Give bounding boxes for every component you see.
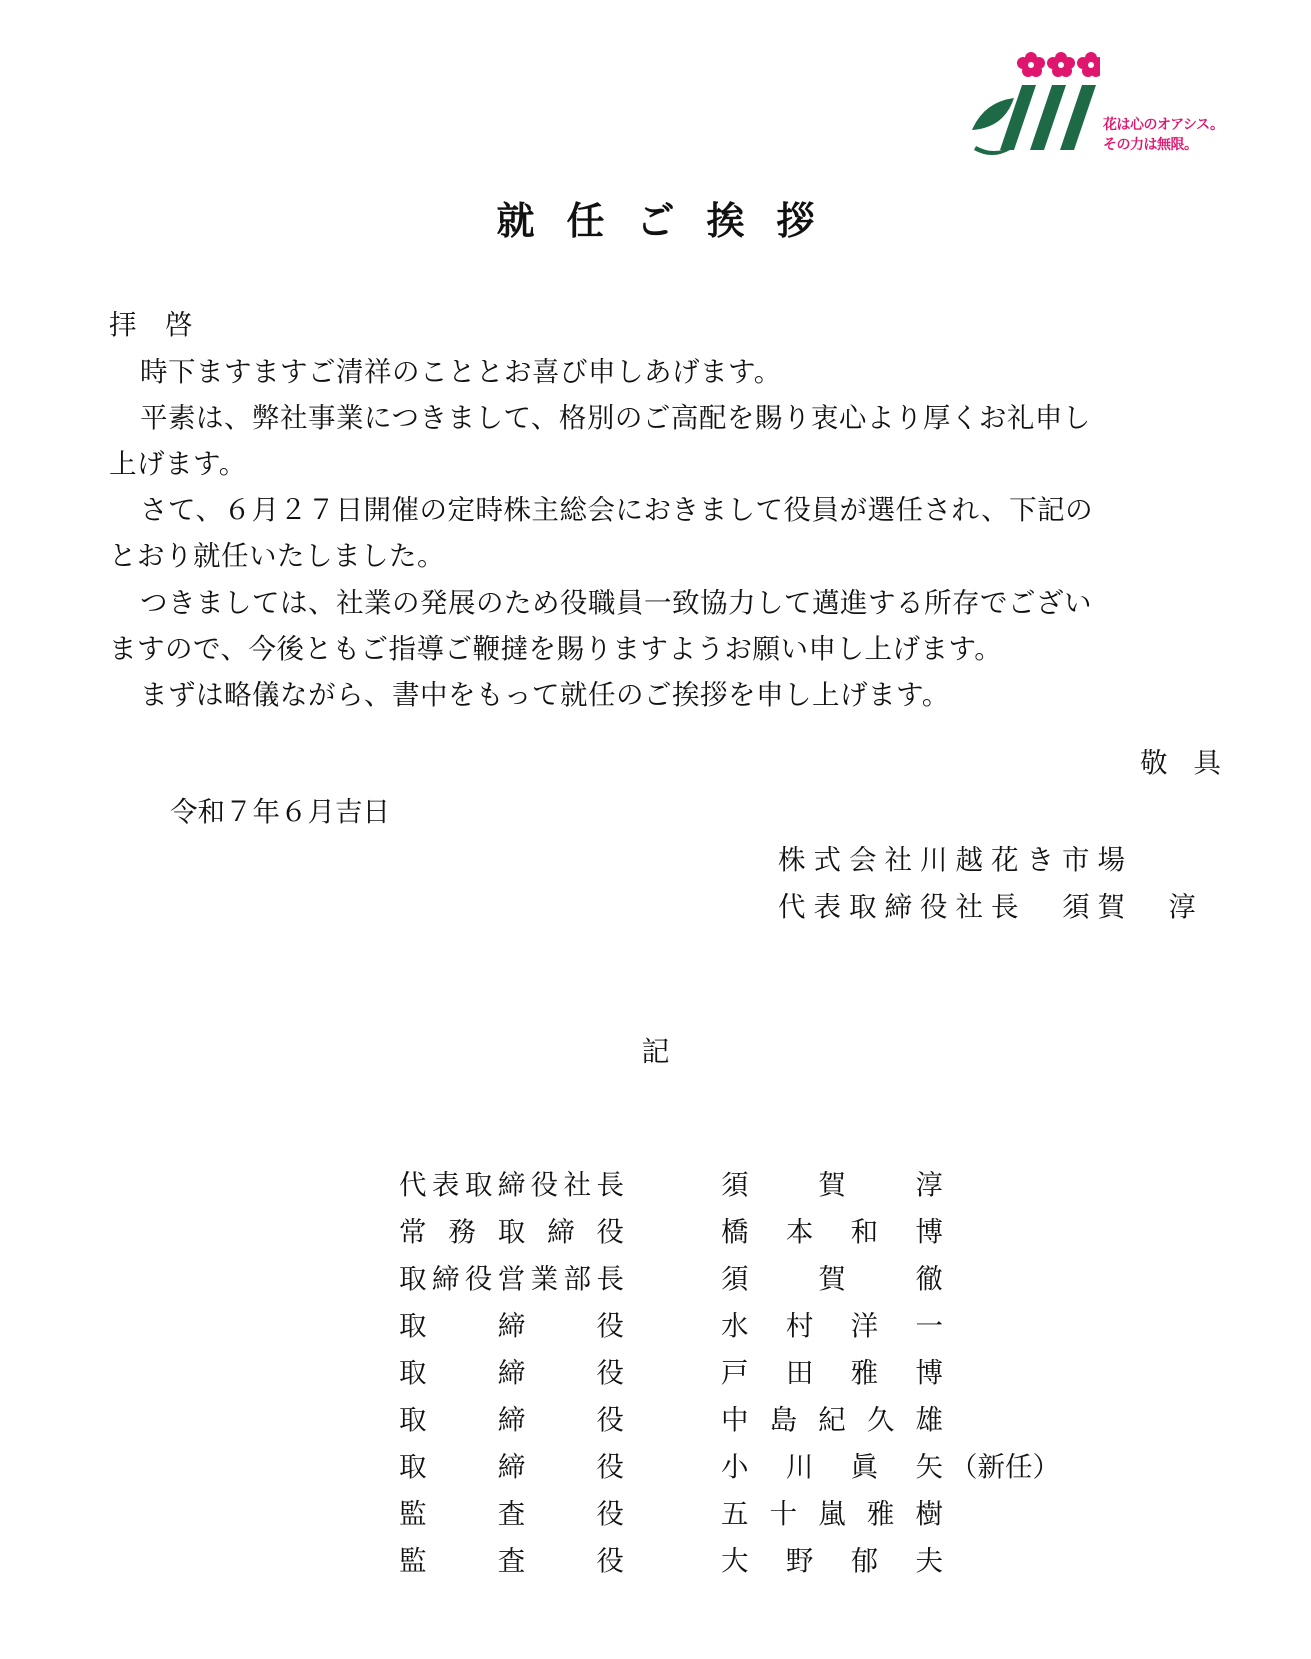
ki-heading: 記 <box>641 1035 670 1068</box>
paragraph-3-line-1: さて、６月２７日開催の定時株主総会におきまして役員が選任され、下記の <box>140 494 1094 526</box>
officer-name: 五十嵐雅樹 <box>721 1498 943 1530</box>
officer-role: 常務取締役 <box>399 1216 624 1248</box>
salutation: 拝 啓 <box>109 309 193 341</box>
officer-name: 須賀徹 <box>721 1263 943 1295</box>
page-title: 就任ご挨拶 <box>496 198 847 243</box>
signature-representative: 代表取締役社長 須賀 淳 <box>778 891 1204 923</box>
logo-slogan-line2: その力は無限。 <box>1103 137 1198 153</box>
logo-slogan-line1: 花は心のオアシス。 <box>1103 117 1224 133</box>
company-logo <box>970 50 1240 160</box>
officer-role: 代表取締役社長 <box>399 1169 624 1201</box>
officer-note: （新任） <box>950 1451 1060 1483</box>
paragraph-2-line-2: 上げます。 <box>109 448 247 480</box>
signature-company: 株式会社川越花き市場 <box>778 844 1133 876</box>
officer-role: 取締役 <box>399 1357 624 1389</box>
officer-role: 取締役 <box>399 1404 624 1436</box>
paragraph-1: 時下ますますご清祥のこととお喜び申しあげます。 <box>140 356 782 388</box>
officer-name: 大野郁夫 <box>721 1545 943 1577</box>
issue-date: 令和７年６月吉日 <box>170 796 390 828</box>
officer-role: 監査役 <box>399 1498 624 1530</box>
closing-remark: 敬具 <box>1140 747 1247 779</box>
paragraph-3-line-2: とおり就任いたしました。 <box>109 540 445 572</box>
officer-name: 戸田雅博 <box>721 1357 943 1389</box>
officer-name: 水村洋一 <box>721 1310 943 1342</box>
officer-role: 監査役 <box>399 1545 624 1577</box>
flower-mark-icon <box>970 50 1100 160</box>
officer-role: 取締役営業部長 <box>399 1263 624 1295</box>
paragraph-2-line-1: 平素は、弊社事業につきまして、格別のご高配を賜り衷心より厚くお礼申し <box>140 402 1091 434</box>
paragraph-5: まずは略儀ながら、書中をもって就任のご挨拶を申し上げます。 <box>140 679 950 711</box>
officer-name: 小川眞矢 <box>721 1451 943 1483</box>
officer-role: 取締役 <box>399 1451 624 1483</box>
officer-role: 取締役 <box>399 1310 624 1342</box>
paragraph-4-line-1: つきましては、社業の発展のため役職員一致協力して邁進する所存でござい <box>140 587 1092 619</box>
officer-name: 橋本和博 <box>721 1216 943 1248</box>
officer-name: 中島紀久雄 <box>721 1404 943 1436</box>
officer-name: 須賀淳 <box>721 1169 943 1201</box>
paragraph-4-line-2: ますので、今後ともご指導ご鞭撻を賜りますようお願い申し上げます。 <box>109 633 1003 665</box>
